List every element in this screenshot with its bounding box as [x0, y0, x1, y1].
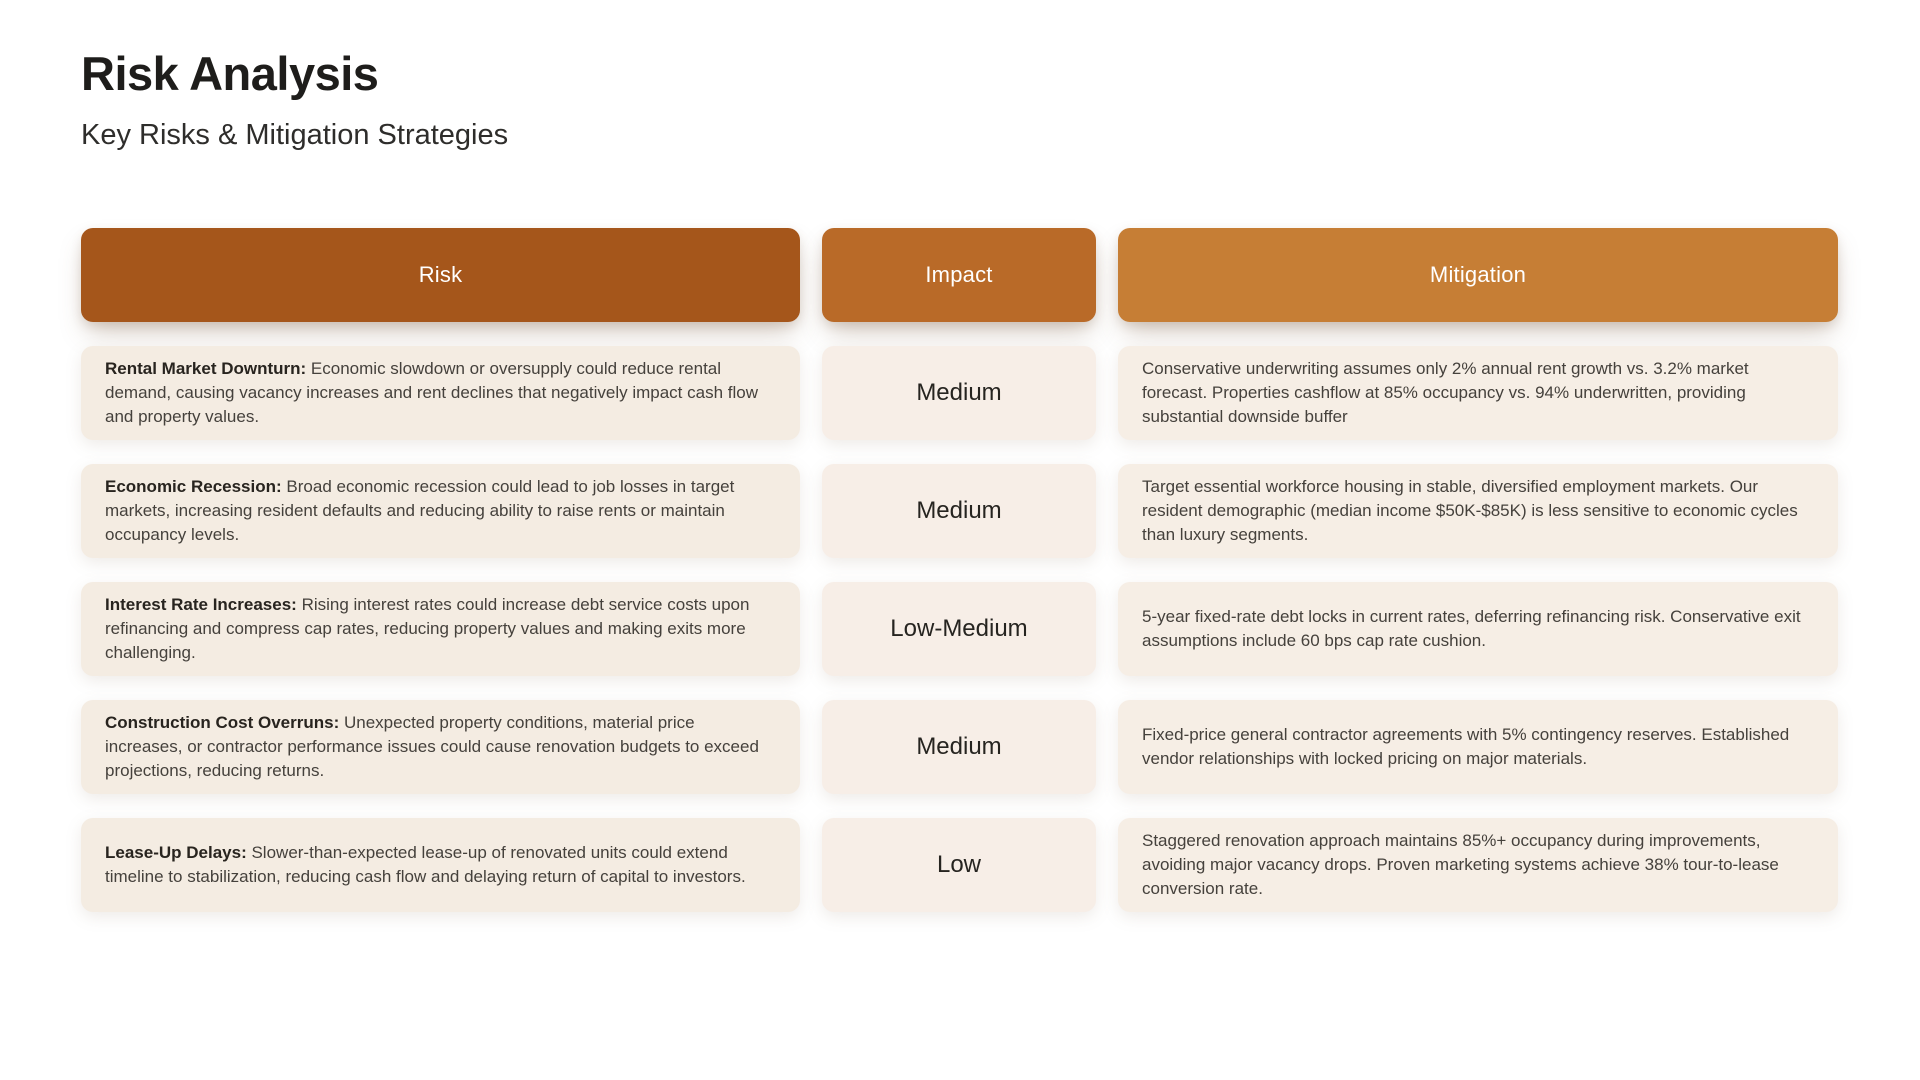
risk-name: Economic Recession: [105, 476, 282, 496]
table-row-2-impact-cell [822, 464, 1096, 558]
column-header-risk: Risk [81, 228, 800, 322]
table-row-4-risk-cell [81, 700, 800, 794]
mitigation-description: Target essential workforce housing in stable, diversified employment markets. Our resident demographic (median income $50K-$85K) is less sensitive to economic cycles than luxury segments. [1142, 476, 1798, 545]
risk-name: Rental Market Downturn: [105, 358, 307, 378]
risk-description: Unexpected property conditions, material price increases, or contractor performance issues could cause renovation budgets to exceed projections, reducing returns. [105, 712, 759, 781]
mitigation-description: 5-year fixed-rate debt locks in current rates, deferring refinancing risk. Conservative exit assumptions include 60 bps cap rate cushion. [1142, 606, 1801, 650]
impact-badge: Low [936, 851, 982, 878]
impact-badge: Medium [916, 497, 1002, 524]
risk-description: Broad economic recession could lead to job losses in target markets, increasing resident defaults and reducing ability to raise rents or maintain occupancy levels. [105, 476, 735, 545]
column-header-impact: Impact [822, 228, 1096, 322]
risk-name: Interest Rate Increases: [105, 594, 297, 614]
column-header-mitigation: Mitigation [1118, 228, 1838, 322]
table-row-3-mitigation-cell [1118, 582, 1838, 676]
table-row-5-mitigation-cell [1118, 818, 1838, 912]
table-row-3-impact-cell [822, 582, 1096, 676]
risk-name: Construction Cost Overruns: [105, 712, 340, 732]
table-row-1-mitigation-cell [1118, 346, 1838, 440]
page-subtitle: Key Risks & Mitigation Strategies [81, 119, 509, 151]
table-row-4-mitigation-cell [1118, 700, 1838, 794]
mitigation-description: Conservative underwriting assumes only 2% annual rent growth vs. 3.2% market forecast. Properties cashflow at 85% occupancy vs. 94% underwritten, providing substantial downside buffer [1142, 358, 1749, 427]
impact-badge: Medium [916, 379, 1002, 406]
table-row-4-impact-cell [822, 700, 1096, 794]
risk-description: Economic slowdown or oversupply could reduce rental demand, causing vacancy increases and rent declines that negatively impact cash flow and property values. [105, 358, 758, 427]
risk-description: Rising interest rates could increase debt service costs upon refinancing and compress cap rates, reducing property values and making exits more challenging. [105, 594, 750, 663]
table-row-1-risk-cell [81, 346, 800, 440]
risk-table [81, 228, 1838, 912]
risk-name: Lease-Up Delays: [105, 842, 247, 862]
page-title: Risk Analysis [81, 47, 379, 100]
table-row-2-mitigation-cell [1118, 464, 1838, 558]
table-row-2-risk-cell [81, 464, 800, 558]
table-row-1-impact-cell [822, 346, 1096, 440]
table-row-5-impact-cell [822, 818, 1096, 912]
table-row-3-risk-cell [81, 582, 800, 676]
mitigation-description: Staggered renovation approach maintains 85%+ occupancy during improvements, avoiding major vacancy drops. Proven marketing systems achieve 38% tour-to-lease conversion rate. [1142, 830, 1779, 899]
impact-badge: Medium [916, 733, 1002, 760]
risk-description: Slower-than-expected lease-up of renovated units could extend timeline to stabilization, reducing cash flow and delaying return of capital to investors. [105, 842, 746, 886]
impact-badge: Low-Medium [890, 615, 1028, 642]
mitigation-description: Fixed-price general contractor agreements with 5% contingency reserves. Established vendor relationships with locked pricing on major materials. [1142, 724, 1790, 768]
table-row-5-risk-cell [81, 818, 800, 912]
